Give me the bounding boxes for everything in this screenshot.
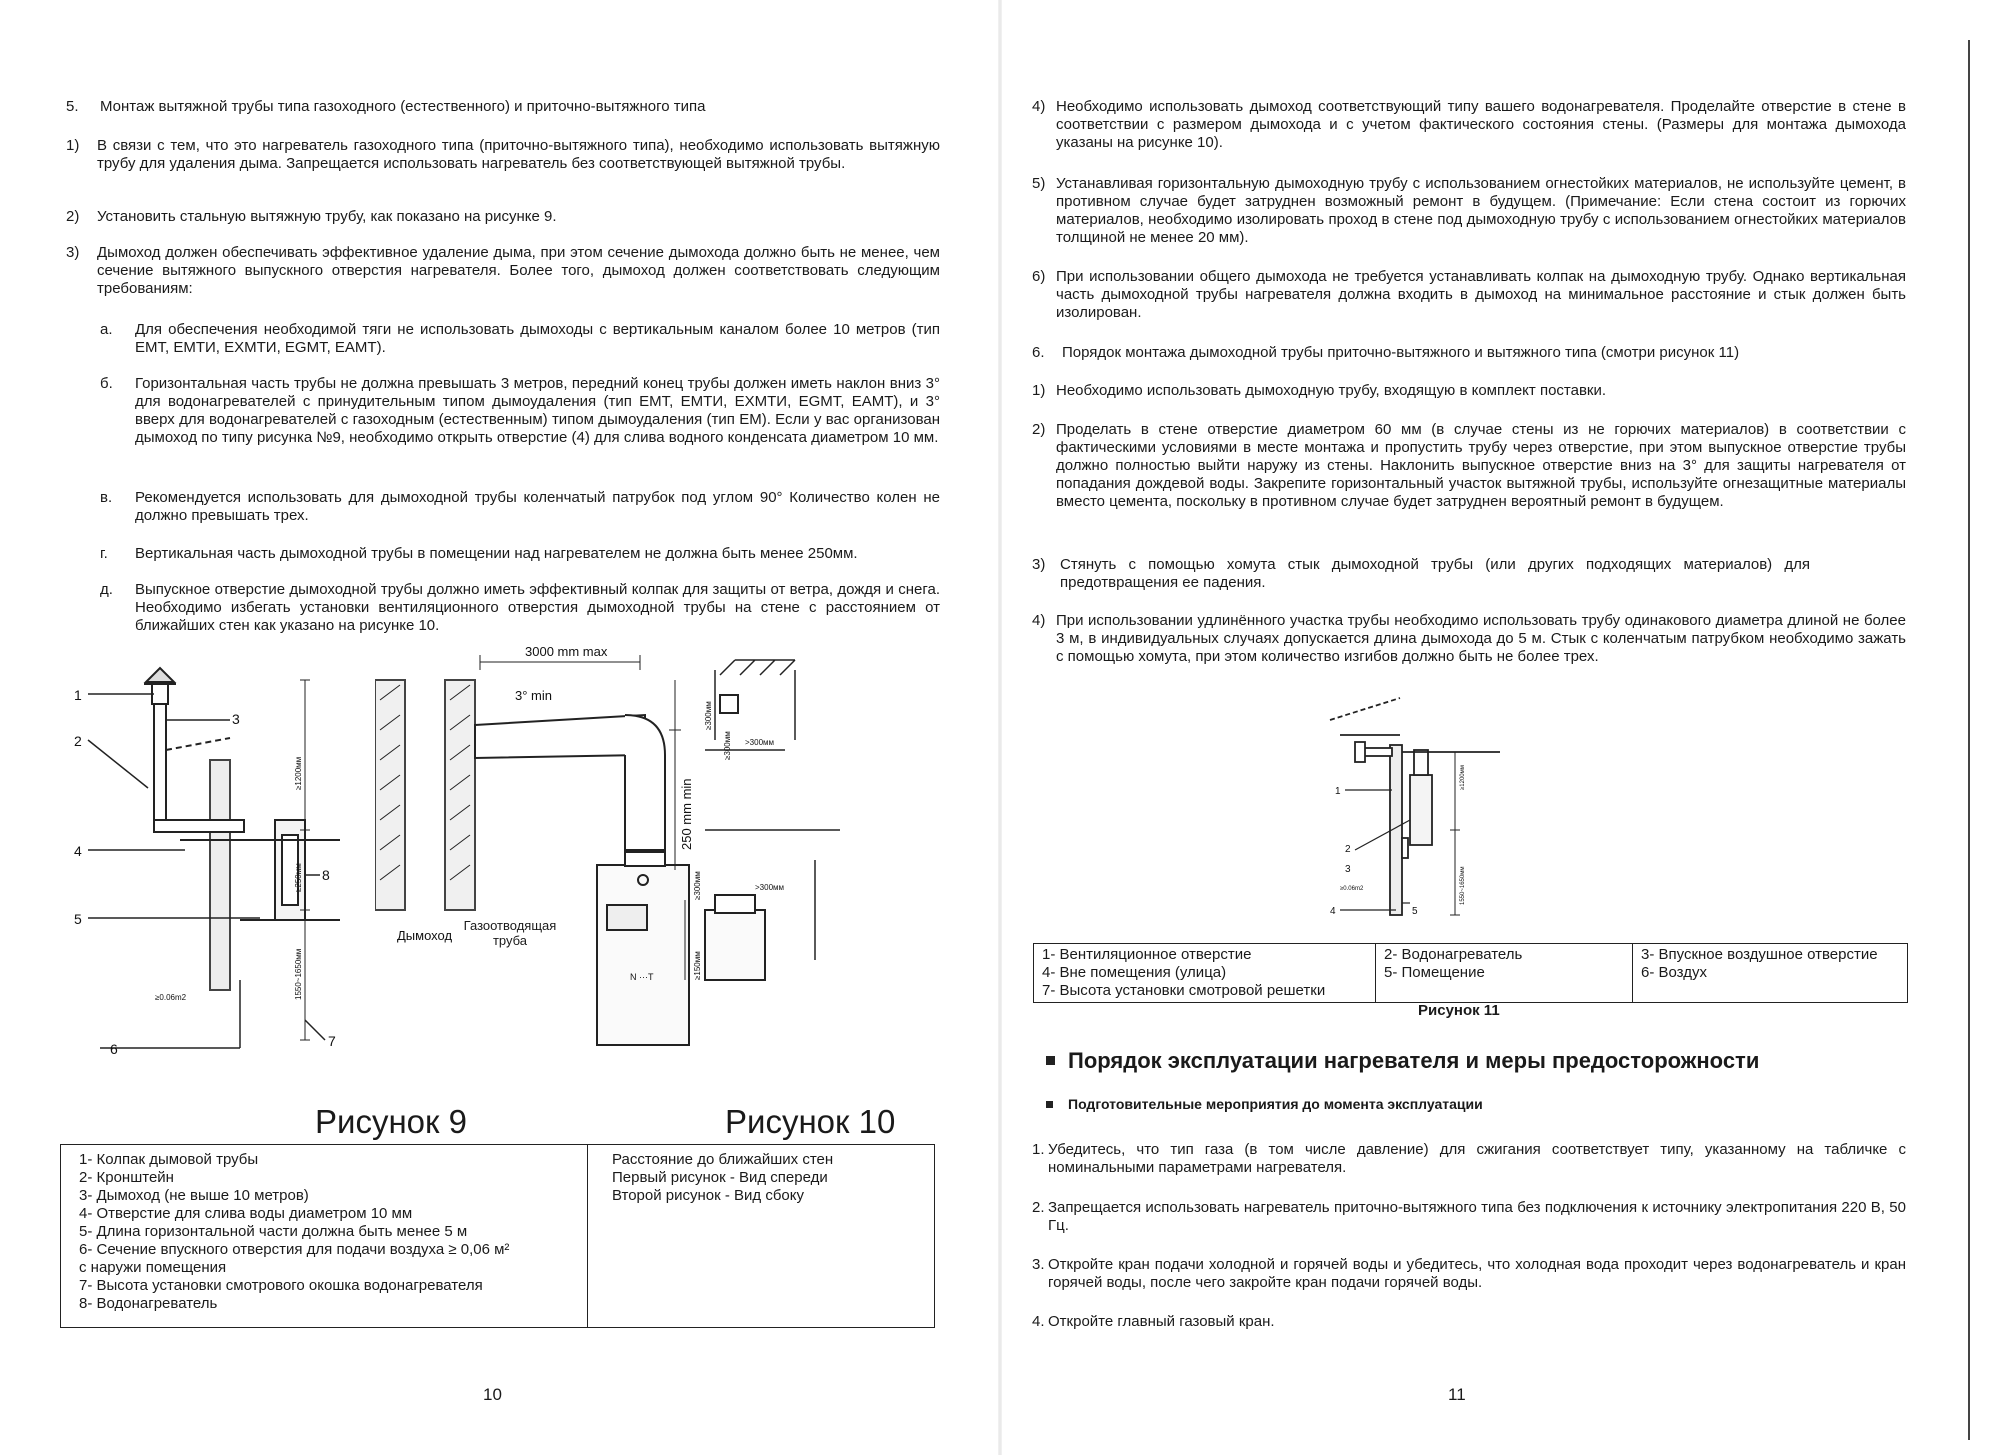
section-title: Порядок монтажа дымоходной трубы приточно-вытяжного и вытяжного типа (смотри рисунок 11) [1062,344,1740,361]
callout-4: 4 [1330,906,1336,917]
legend-cell [1633,944,1908,1003]
list-item-text: Установить стальную вытяжную трубу, как показано на рисунке 9. [97,208,557,225]
callout-4: 4 [74,843,82,859]
heater-label: N ···T [630,972,654,982]
dim-250-min: 250 mm min [679,778,694,850]
legend-fig10 [588,1145,935,1328]
dim-side-6: ≥150мм [693,951,702,980]
label-flue-pipe: Газоотводящая труба [463,918,557,948]
legend-line: 8- Водонагреватель [79,1295,218,1312]
legend-fig9 [61,1145,588,1328]
legend-line: 7- Высота установки смотрового окошка водонагревателя [79,1277,483,1294]
list-item-text: Стянуть с помощью хомута стык дымоходной трубы (или других подходящих материалов) для предотвращения ее падения. [1060,556,1810,591]
callout-7: 7 [328,1033,336,1049]
legend-line: Второй рисунок - Вид сбоку [612,1187,804,1204]
callout-3: 3 [232,711,240,727]
section-subheading: Подготовительные мероприятия до момента эксплуатации [1068,1096,1483,1112]
legend-table-fig11 [1033,943,1908,1003]
figure-10-diagram [375,640,895,1055]
figure-9-diagram [60,660,360,1055]
sub-item-text: Рекомендуется использовать для дымоходной трубы коленчатый патрубок под углом 90° Количество колен не должно превышать трех. [135,489,940,524]
dim-side-1: ≥300мм [704,701,713,730]
legend-line: 2- Кронштейн [79,1169,174,1186]
legend-line: 5- Помещение [1384,964,1485,981]
dim-air-inlet: ≥0.06m2 [1340,886,1364,892]
list-item-text: Устанавливая горизонтальную дымоходную трубу с использованием огнестойких материалов, не используйте цемент, в противном случае будет затруднен возможный ремонт в будущем. (Примечание: Если стена состоит из горючих материалов, необходимо изолировать проход в стене под дымоходную трубу с использованием огнестойких материалов толщиной не менее 20 мм). [1056,175,1906,246]
list-item-number: 4. [1032,1313,1045,1330]
callout-8: 8 [322,867,330,883]
callout-5: 5 [1412,906,1418,917]
callout-1: 1 [74,687,82,703]
sub-item-text: Горизонтальная часть трубы не должна превышать 3 метров, передний конец трубы должен иметь наклон вниз 3° для водонагревателей с принудительным типом дымоудаления (тип EMT, EMTИ, EXMTИ, EGMT, EAMT), и 3° вверх для водонагревателей с газоходным (естественным) типом дымоудаления (тип EM). Если у вас организован дымоход по типу рисунка №9, необходимо открыть отверстие (4) для слива водного конденсата диаметром 10 мм. [135,375,940,446]
list-item-text: Убедитесь, что тип газа (в том числе давление) для сжигания соответствует типу, указанному на табличке с номинальными параметрами нагревателя. [1048,1141,1906,1176]
legend-line: 3- Дымоход (не выше 10 метров) [79,1187,309,1204]
list-item-number: 5) [1032,175,1046,192]
dim-1550-1650: 1550~1650мм [294,948,303,1000]
legend-line: 7- Высота установки смотровой решетки [1042,982,1326,999]
page-number: 10 [483,1385,502,1404]
bullet-icon [1046,1101,1053,1108]
legend-line: Первый рисунок - Вид спереди [612,1169,828,1186]
dim-side-5: >300мм [755,883,785,892]
figure-9-title: Рисунок 9 [315,1103,467,1140]
list-item-text: При использовании удлинённого участка трубы необходимо использовать трубу одинакового диаметра длиной не более 3 м, в индивидуальных случаях допускается длина дымохода до 5 м. Стык с коленчатым патрубком необходимо зажать с помощью хомута, при этом количество изгибов должно быть не более трех. [1056,612,1906,665]
list-item-number: 1) [66,137,80,154]
list-item-text: Дымоход должен обеспечивать эффективное удаление дыма, при этом сечение дымохода должно быть не менее, чем сечение вытяжного выпускного отверстия нагревателя. Более того, дымоход должен соответствовать следующим требованиям: [97,244,940,297]
sub-item-letter: б. [100,375,113,392]
list-item-number: 4) [1032,612,1046,629]
figure-11-title: Рисунок 11 [1418,1002,1500,1019]
list-item-number: 1. [1032,1141,1045,1158]
callout-6: 6 [110,1041,118,1055]
legend-line: 5- Длина горизонтальной части должна быть менее 5 м [79,1223,468,1240]
dim-1200: ≥1200мм [294,756,303,790]
dim-3000-max: 3000 mm max [525,644,608,659]
list-item-number: 6) [1032,268,1046,285]
section-number: 6. [1032,344,1045,361]
right-page [1000,0,2000,1455]
page-number: 11 [1448,1385,1466,1404]
callout-1: 1 [1335,786,1341,797]
callout-5: 5 [74,911,82,927]
dim-1550-1650: 1550~1650мм [1460,866,1466,905]
section-title: Монтаж вытяжной трубы типа газоходного (естественного) и приточно-вытяжного типа [100,98,706,115]
sub-item-letter: г. [100,545,108,562]
list-item-number: 2) [66,208,80,225]
list-item-number: 3. [1032,1256,1045,1273]
list-item-text: Откройте кран подачи холодной и горячей воды и убедитесь, что холодная вода проходит через водонагреватель и кран горячей воды, после чего закройте кран подачи горячей воды. [1048,1256,1906,1291]
dim-side-2: ≥300мм [723,731,732,760]
dim-side-4: ≥300мм [693,871,702,900]
dim-1200: ≥1200мм [1460,765,1466,790]
legend-line: 4- Отверстие для слива воды диаметром 10 мм [79,1205,413,1222]
legend-line: 6- Воздух [1641,964,1707,981]
list-item-text: В связи с тем, что это нагреватель газоходного типа (приточно-вытяжного типа), необходимо использовать вытяжную трубу для удаления дыма. Запрещается использовать нагреватель без соответствующей вытяжной трубы. [97,137,940,172]
sub-item-text: Вертикальная часть дымоходной трубы в помещении над нагревателем не должна быть менее 250мм. [135,545,858,562]
list-item-text: Запрещается использовать нагреватель приточно-вытяжного типа без подключения к источнику электропитания 220 В, 50 Гц. [1048,1199,1906,1234]
list-item-number: 2. [1032,1199,1045,1216]
legend-cell [1376,944,1633,1003]
legend-line: 1- Вентиляционное отверстие [1042,946,1252,963]
sub-item-letter: а. [100,321,113,338]
legend-table-fig9-10 [60,1144,935,1328]
sub-item-text: Для обеспечения необходимой тяги не использовать дымоходы с вертикальным каналом более 10 метров (тип EMT, EMTИ, EXMTИ, EGMT, EAMT). [135,321,940,356]
list-item-text: Необходимо использовать дымоходную трубу, входящую в комплект поставки. [1056,382,1607,399]
figure-11-diagram [1300,690,1520,920]
sub-item-text: Выпускное отверстие дымоходной трубы должно иметь эффективный колпак для защиты от ветра, дождя и снега. Необходимо избегать установки вентиляционного отверстия дымоходной трубы на стене с расстоянием от ближайших стен как указано на рисунке 10. [135,581,940,634]
list-item-number: 3) [1032,556,1046,573]
label-chimney: Дымоход [397,928,453,943]
list-item-text: Проделать в стене отверстие диаметром 60 мм (в случае стены из не горючих материалов) в соответствии с фактическими условиями в месте монтажа и пропустить трубу через отверстие, при этом выпускное отверстие трубы должно полностью выйти наружу из стены. Наклонить выпускное отверстие вниз на 3° для защиты нагревателя от попадания дождевой воды. Закрепите горизонтальный участок вытяжной трубы, используйте огнезащитные материалы вместо цемента, поскольку в противном случае будет затруднен вероятный ремонт в будущем. [1056,421,1906,510]
dim-250: ≥250мм [294,863,303,892]
legend-cell [1034,944,1376,1003]
list-item-text: Откройте главный газовый кран. [1048,1313,1275,1330]
callout-2: 2 [1345,844,1351,855]
legend-line: 2- Водонагреватель [1384,946,1523,963]
dim-side-3: >300мм [745,738,775,747]
list-item-number: 4) [1032,98,1046,115]
list-item-number: 3) [66,244,80,261]
sub-item-letter: в. [100,489,113,506]
chimney-cap-icon [146,668,174,682]
callout-3: 3 [1345,864,1351,875]
legend-line: 6- Сечение впускного отверстия для подачи воздуха ≥ 0,06 м² [79,1241,510,1258]
legend-line: 4- Вне помещения (улица) [1042,964,1227,981]
angle-3-min: 3° min [515,688,552,703]
figure-10-title: Рисунок 10 [725,1103,896,1140]
bullet-icon [1046,1056,1055,1065]
dim-air-inlet: ≥0.06m2 [155,993,187,1002]
list-item-number: 2) [1032,421,1046,438]
list-item-text: Необходимо использовать дымоход соответствующий типу вашего водонагревателя. Проделайте отверстие в стене в соответствии с размером дымохода и с учетом фактического состояния стены. (Размеры для монтажа дымохода указаны на рисунке 10). [1056,98,1906,151]
list-item-text: При использовании общего дымохода не требуется устанавливать колпак на дымоходную трубу. Однако вертикальная часть дымоходной трубы нагревателя должна входить в дымоход на минимальное расстояние и стык должен быть изолирован. [1056,268,1906,321]
legend-line: с наружи помещения [79,1259,227,1276]
legend-line: 1- Колпак дымовой трубы [79,1151,259,1168]
section-heading: Порядок эксплуатации нагревателя и меры предосторожности [1068,1048,1760,1073]
legend-line: Расстояние до ближайших стен [612,1151,834,1168]
legend-line: 3- Впускное воздушное отверстие [1641,946,1878,963]
sub-item-letter: д. [100,581,113,598]
list-item-number: 1) [1032,382,1046,399]
callout-2: 2 [74,733,82,749]
section-number: 5. [66,98,79,115]
